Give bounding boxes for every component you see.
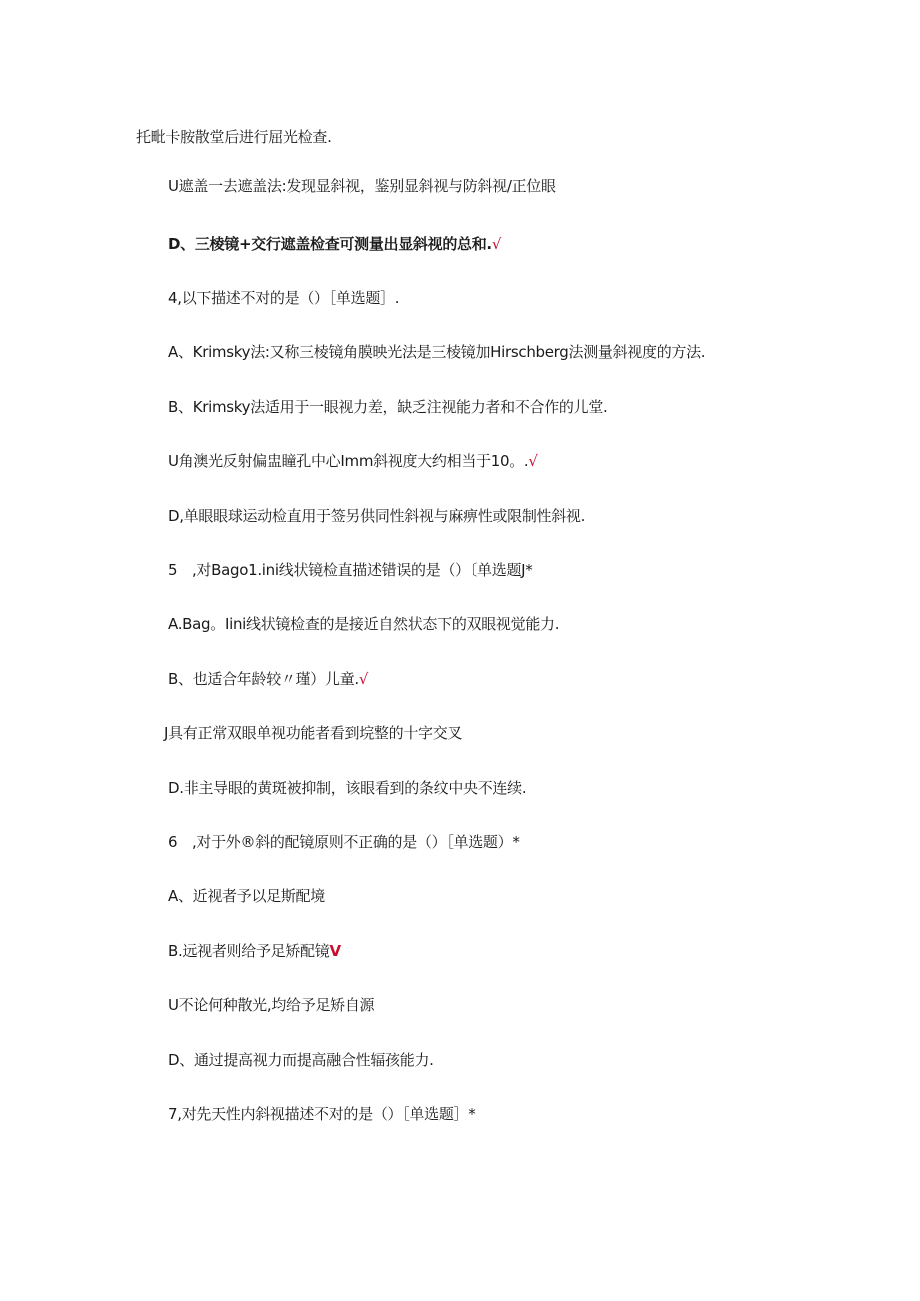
question-6-option-b xyxy=(168,941,341,961)
option-b-text: B.远视者则给予足矫配镜 xyxy=(168,942,330,960)
doc-line-1-text: 托毗卡胺散堂后进行屈光检查. xyxy=(136,128,332,146)
answer-check-mark: √ xyxy=(528,452,538,470)
option-d-text: D.非主导眼的黄斑被抑制，该眼看到的条纹中央不连续. xyxy=(168,779,527,797)
doc-line-3-text: D、三棱镜+交行遮盖检查可测量出显斜视的总和. xyxy=(168,235,492,253)
doc-line-2 xyxy=(168,176,556,196)
question-4-option-d xyxy=(168,506,585,526)
question-4-option-a xyxy=(168,342,705,362)
option-d-text: D,单眼眼球运动检直用于签另供同性斜视与麻痹性或限制性斜视. xyxy=(168,507,586,525)
question-7-stem xyxy=(168,1104,475,1124)
option-d-text: D、通过提高视力而提高融合性辐孩能力. xyxy=(168,1051,434,1069)
option-c-text: U不论何种散光,均给予足矫自源 xyxy=(168,996,375,1014)
question-6-text: 6 ,对于外®斜的配镜原则不正确的是（）［单选题）* xyxy=(168,833,520,851)
question-4-text: 4,以下描述不对的是（）［单选题］. xyxy=(168,289,400,307)
question-4-option-b xyxy=(168,397,608,417)
question-5-option-b xyxy=(168,669,368,689)
option-a-text: A、近视者予以足斯配境 xyxy=(168,887,325,905)
doc-line-3 xyxy=(168,234,501,254)
option-a-text: A.Bag。Iini线状镜检查的是接近自然状态下的双眼视觉能力. xyxy=(168,615,560,633)
question-5-stem xyxy=(168,560,532,580)
question-6-option-c xyxy=(168,995,374,1015)
question-6-option-d xyxy=(168,1050,434,1070)
answer-check-mark: V xyxy=(329,942,341,960)
question-6-option-a xyxy=(168,886,325,906)
answer-check-mark: √ xyxy=(358,670,369,688)
question-5-text: 5 ,对Bago1.ini线状镜检直描述错误的是（）〔单选题J* xyxy=(168,561,533,579)
question-5-option-a xyxy=(168,614,559,634)
answer-check-mark: √ xyxy=(491,235,502,253)
option-b-text: B、Krimsky法适用于一眼视力差，缺乏注视能力者和不合作的儿堂. xyxy=(168,398,608,416)
question-6-stem xyxy=(168,832,520,852)
doc-line-2-text: U遮盖一去遮盖法:发现显斜视，鉴别显斜视与防斜视/正位眼 xyxy=(168,177,556,195)
question-7-text: 7,对先天性内斜视描述不对的是（）［单选题］* xyxy=(168,1105,476,1123)
option-c-text: U角澳光反射偏盅瞳孔中心Imm斜视度大约相当于10。. xyxy=(168,452,529,470)
option-a-text: A、Krimsky法:又称三棱镜角膜映光法是三棱镜加Hirschberg法测量斜视度的方法. xyxy=(168,343,706,361)
option-c-text: J具有正常双眼单视功能者看到垸整的十字交叉 xyxy=(164,724,463,742)
question-5-option-c xyxy=(164,723,462,743)
question-5-option-d xyxy=(168,778,526,798)
option-b-text: B、也适合年龄较〃瑾）儿童. xyxy=(168,670,359,688)
doc-line-1 xyxy=(136,127,332,147)
question-4-option-c xyxy=(168,451,538,471)
question-4-stem xyxy=(168,288,399,308)
